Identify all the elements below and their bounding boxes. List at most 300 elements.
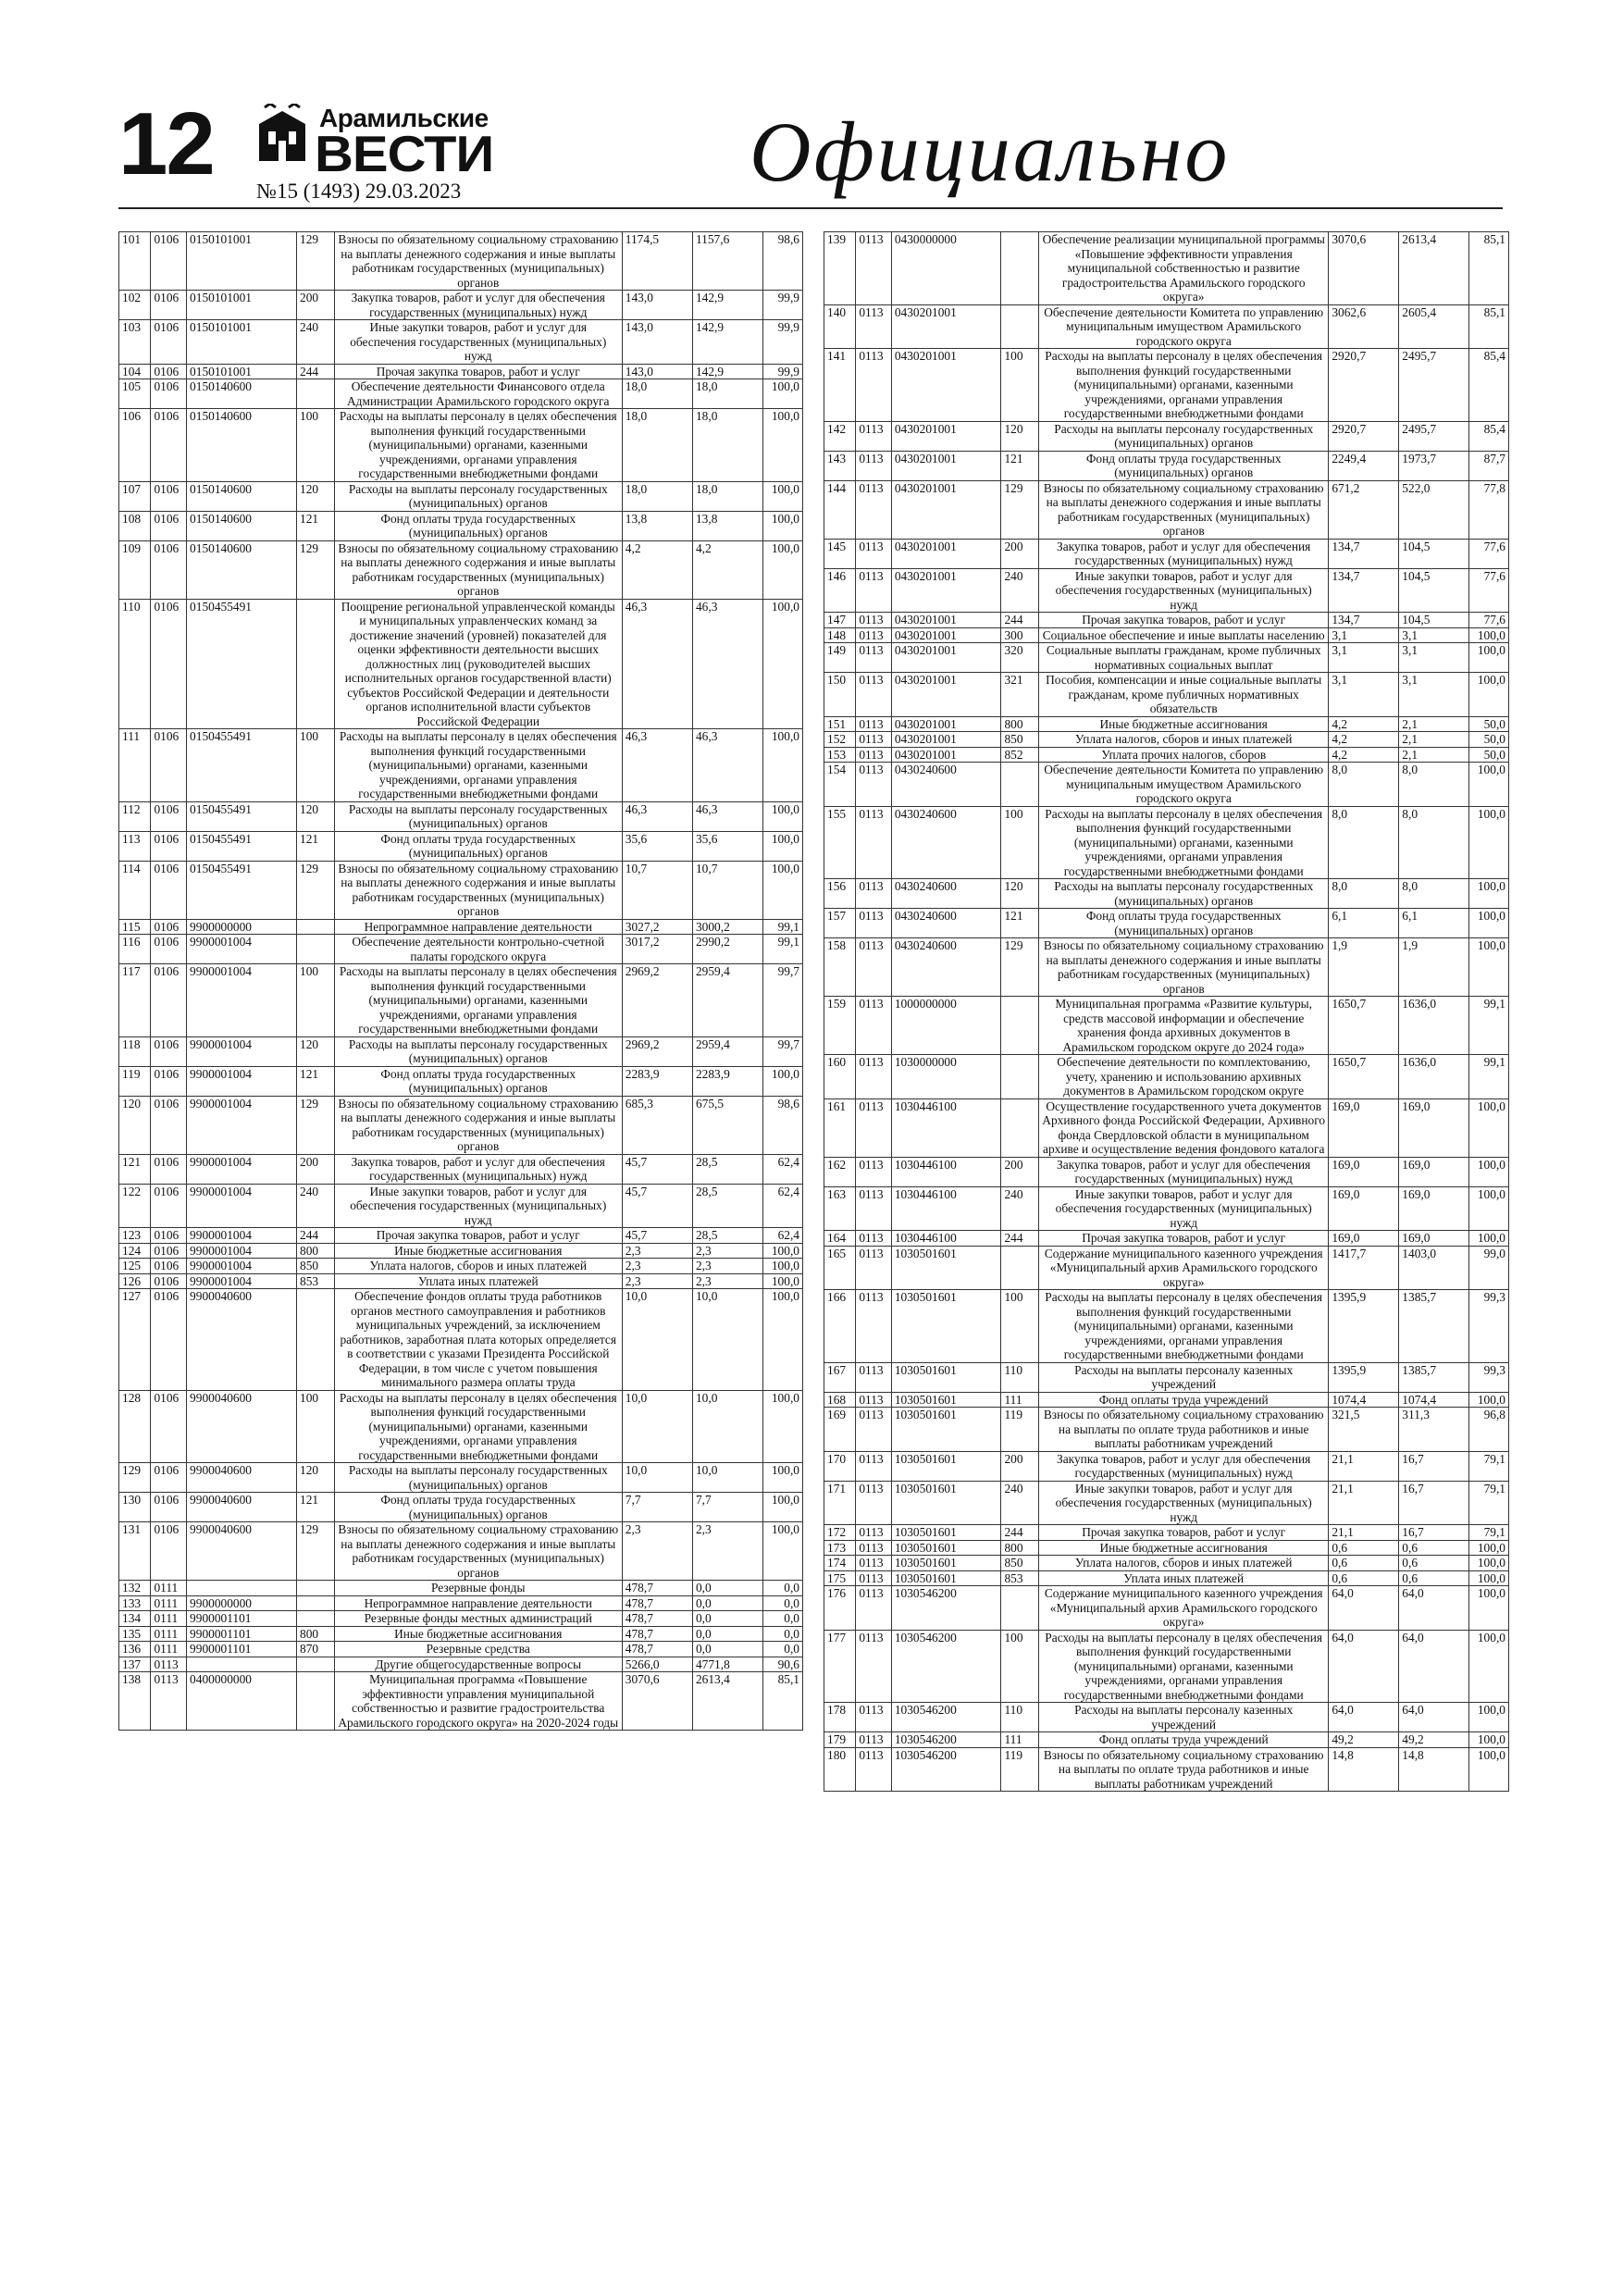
row-number: 163 bbox=[824, 1186, 856, 1231]
target-code: 1030501601 bbox=[891, 1246, 1001, 1290]
table-row bbox=[119, 1626, 803, 1642]
item-name: Расходы на выплаты персоналу в целях обеспечения выполнения функций государственными (муниципальными) органами, казенными учреждениями, органами управления государственными внебюджетными фондами bbox=[334, 964, 622, 1037]
budget-table-right-column bbox=[824, 231, 1509, 1792]
plan-value: 0,6 bbox=[1329, 1570, 1399, 1586]
execution-percent: 100,0 bbox=[763, 599, 803, 729]
target-code: 0150140600 bbox=[187, 540, 297, 599]
target-code: 0430201001 bbox=[891, 732, 1001, 748]
expense-type: 100 bbox=[1001, 1290, 1039, 1363]
execution-percent: 100,0 bbox=[763, 831, 803, 861]
fact-value: 10,0 bbox=[692, 1390, 762, 1463]
plan-value: 2,3 bbox=[622, 1522, 692, 1581]
item-name: Поощрение региональной управленческой команды и муниципальных управленческих команд за достижение значений (уровней) показателей для оценки эффективности деятельности высших должностных лиц (руководителей высших исполнительных органов государственной власти) субъектов Российской Федерации и деятельности органов исполнительной власти субъектов Российской Федерации bbox=[334, 599, 622, 729]
item-name: Обеспечение реализации муниципальной программы «Повышение эффективности управления муниципальной собственностью и развитие градостроительства Арамильского городского округа» bbox=[1039, 232, 1329, 305]
plan-value: 21,1 bbox=[1329, 1525, 1399, 1541]
expense-type bbox=[297, 1581, 335, 1596]
table-row bbox=[824, 716, 1509, 732]
fact-value: 1403,0 bbox=[1399, 1246, 1469, 1290]
row-number: 120 bbox=[119, 1096, 151, 1154]
plan-value: 10,0 bbox=[622, 1463, 692, 1493]
execution-percent: 100,0 bbox=[763, 1463, 803, 1493]
table-row bbox=[824, 643, 1509, 673]
table-row bbox=[119, 1672, 803, 1731]
item-name: Взносы по обязательному социальному страхованию на выплаты денежного содержания и иные выплаты работникам государственных (муниципальных) органов bbox=[334, 540, 622, 599]
target-code: 1030446100 bbox=[891, 1157, 1001, 1186]
fact-value: 522,0 bbox=[1399, 480, 1469, 539]
table-row bbox=[119, 1657, 803, 1672]
table-row bbox=[824, 349, 1509, 422]
fact-value: 0,6 bbox=[1399, 1540, 1469, 1556]
item-name: Резервные средства bbox=[334, 1642, 622, 1657]
table-row bbox=[824, 613, 1509, 628]
expense-type bbox=[297, 1595, 335, 1611]
item-name: Расходы на выплаты персоналу в целях обеспечения выполнения функций государственными (муниципальными) органами, казенными учреждениями, органами управления государственными внебюджетными фондами bbox=[334, 409, 622, 482]
item-name: Содержание муниципального казенного учреждения «Муниципальный архив Арамильского городского округа» bbox=[1039, 1586, 1329, 1631]
plan-value: 478,7 bbox=[622, 1595, 692, 1611]
table-row bbox=[119, 232, 803, 291]
section-code: 0113 bbox=[856, 1362, 892, 1392]
fact-value: 104,5 bbox=[1399, 568, 1469, 613]
expense-type: 800 bbox=[297, 1243, 335, 1259]
plan-value: 134,7 bbox=[1329, 568, 1399, 613]
execution-percent: 100,0 bbox=[1469, 1586, 1509, 1631]
table-row bbox=[119, 364, 803, 379]
execution-percent: 0,0 bbox=[763, 1595, 803, 1611]
expense-type: 121 bbox=[1001, 909, 1039, 938]
fact-value: 8,0 bbox=[1399, 806, 1469, 879]
item-name: Прочая закупка товаров, работ и услуг bbox=[1039, 613, 1329, 628]
expense-type: 800 bbox=[297, 1626, 335, 1642]
target-code: 1030546200 bbox=[891, 1586, 1001, 1631]
execution-percent: 100,0 bbox=[763, 1259, 803, 1274]
execution-percent: 99,7 bbox=[763, 964, 803, 1037]
section-code: 0113 bbox=[856, 1586, 892, 1631]
fact-value: 3,1 bbox=[1399, 643, 1469, 673]
section-code: 0106 bbox=[151, 919, 187, 935]
plan-value: 2969,2 bbox=[622, 964, 692, 1037]
logo-subtitle: Арамильские bbox=[319, 104, 489, 132]
plan-value: 46,3 bbox=[622, 801, 692, 831]
target-code: 0430240600 bbox=[891, 806, 1001, 879]
target-code: 1030546200 bbox=[891, 1703, 1001, 1732]
section-code: 0113 bbox=[856, 1451, 892, 1481]
target-code: 1030501601 bbox=[891, 1540, 1001, 1556]
execution-percent: 85,4 bbox=[1469, 349, 1509, 422]
row-number: 121 bbox=[119, 1154, 151, 1184]
item-name: Фонд оплаты труда государственных (муниципальных) органов bbox=[1039, 909, 1329, 938]
expense-type: 121 bbox=[1001, 451, 1039, 480]
target-code: 9900040600 bbox=[187, 1390, 297, 1463]
item-name: Муниципальная программа «Повышение эффективности управления муниципальной собственностью и развитие градостроительства Арамильского городского округа» на 2020-2024 годы bbox=[334, 1672, 622, 1731]
plan-value: 45,7 bbox=[622, 1184, 692, 1228]
execution-percent: 100,0 bbox=[1469, 1732, 1509, 1748]
item-name: Прочая закупка товаров, работ и услуг bbox=[1039, 1525, 1329, 1541]
plan-value: 0,6 bbox=[1329, 1540, 1399, 1556]
table-row bbox=[119, 1036, 803, 1066]
table-row bbox=[824, 568, 1509, 613]
execution-percent: 77,8 bbox=[1469, 480, 1509, 539]
target-code: 0150140600 bbox=[187, 409, 297, 482]
execution-percent: 99,1 bbox=[1469, 997, 1509, 1055]
table-row bbox=[119, 1463, 803, 1493]
execution-percent: 100,0 bbox=[763, 1522, 803, 1581]
target-code: 9900040600 bbox=[187, 1289, 297, 1391]
target-code: 9900040600 bbox=[187, 1493, 297, 1522]
fact-value: 4771,8 bbox=[692, 1657, 762, 1672]
section-code: 0113 bbox=[856, 627, 892, 643]
expense-type: 200 bbox=[1001, 539, 1039, 568]
execution-percent: 50,0 bbox=[1469, 747, 1509, 763]
expense-type: 200 bbox=[1001, 1451, 1039, 1481]
table-row bbox=[119, 1493, 803, 1522]
table-row bbox=[119, 1273, 803, 1289]
item-name: Расходы на выплаты персоналу в целях обеспечения выполнения функций государственными (муниципальными) органами, казенными учреждениями, органами управления государственными внебюджетными фондами bbox=[1039, 1630, 1329, 1703]
item-name: Расходы на выплаты персоналу в целях обеспечения выполнения функций государственными (муниципальными) органами, казенными учреждениями, органами управления государственными внебюджетными фондами bbox=[334, 1390, 622, 1463]
item-name: Закупка товаров, работ и услуг для обеспечения государственных (муниципальных) нужд bbox=[1039, 1157, 1329, 1186]
plan-value: 8,0 bbox=[1329, 879, 1399, 909]
fact-value: 1385,7 bbox=[1399, 1290, 1469, 1363]
execution-percent: 50,0 bbox=[1469, 716, 1509, 732]
expense-type bbox=[297, 1611, 335, 1627]
item-name: Иные бюджетные ассигнования bbox=[334, 1243, 622, 1259]
section-code: 0113 bbox=[856, 747, 892, 763]
row-number: 123 bbox=[119, 1228, 151, 1244]
row-number: 176 bbox=[824, 1586, 856, 1631]
expense-type: 240 bbox=[1001, 1481, 1039, 1525]
plan-value: 45,7 bbox=[622, 1154, 692, 1184]
execution-percent: 100,0 bbox=[1469, 1098, 1509, 1157]
fact-value: 142,9 bbox=[692, 291, 762, 320]
row-number: 157 bbox=[824, 909, 856, 938]
expense-type: 200 bbox=[1001, 1157, 1039, 1186]
fact-value: 2495,7 bbox=[1399, 421, 1469, 451]
fact-value: 2,3 bbox=[692, 1522, 762, 1581]
target-code: 1030501601 bbox=[891, 1408, 1001, 1452]
section-code: 0113 bbox=[856, 1055, 892, 1099]
plan-value: 321,5 bbox=[1329, 1408, 1399, 1452]
fact-value: 169,0 bbox=[1399, 1186, 1469, 1231]
fact-value: 2613,4 bbox=[692, 1672, 762, 1731]
item-name: Непрограммное направление деятельности bbox=[334, 919, 622, 935]
item-name: Фонд оплаты труда государственных (муниципальных) органов bbox=[334, 511, 622, 540]
section-code: 0113 bbox=[151, 1672, 187, 1731]
execution-percent: 99,3 bbox=[1469, 1290, 1509, 1363]
section-code: 0113 bbox=[856, 732, 892, 748]
expense-type: 870 bbox=[297, 1642, 335, 1657]
item-name: Непрограммное направление деятельности bbox=[334, 1595, 622, 1611]
table-row bbox=[119, 511, 803, 540]
item-name: Расходы на выплаты персоналу государственных (муниципальных) органов bbox=[334, 1463, 622, 1493]
table-row bbox=[119, 1611, 803, 1627]
row-number: 101 bbox=[119, 232, 151, 291]
fact-value: 10,7 bbox=[692, 861, 762, 919]
table-row bbox=[824, 1290, 1509, 1363]
section-code: 0113 bbox=[856, 1290, 892, 1363]
fact-value: 46,3 bbox=[692, 801, 762, 831]
section-code: 0113 bbox=[856, 1747, 892, 1792]
execution-percent: 100,0 bbox=[1469, 806, 1509, 879]
expense-type bbox=[297, 379, 335, 409]
table-row bbox=[824, 747, 1509, 763]
table-row bbox=[824, 673, 1509, 717]
row-number: 104 bbox=[119, 364, 151, 379]
row-number: 131 bbox=[119, 1522, 151, 1581]
section-code: 0113 bbox=[856, 763, 892, 807]
item-name: Иные закупки товаров, работ и услуг для обеспечения государственных (муниципальных) нужд bbox=[334, 320, 622, 365]
target-code: 9900001004 bbox=[187, 1096, 297, 1154]
plan-value: 685,3 bbox=[622, 1096, 692, 1154]
target-code: 9900001004 bbox=[187, 1154, 297, 1184]
target-code: 0150101001 bbox=[187, 232, 297, 291]
plan-value: 478,7 bbox=[622, 1581, 692, 1596]
target-code: 1030501601 bbox=[891, 1392, 1001, 1408]
expense-type: 120 bbox=[297, 1036, 335, 1066]
row-number: 107 bbox=[119, 481, 151, 511]
section-code: 0106 bbox=[151, 409, 187, 482]
plan-value: 2283,9 bbox=[622, 1066, 692, 1096]
section-code: 0111 bbox=[151, 1611, 187, 1627]
item-name: Взносы по обязательному социальному страхованию на выплаты денежного содержания и иные выплаты работникам государственных (муниципальных) органов bbox=[334, 861, 622, 919]
expense-type: 129 bbox=[297, 232, 335, 291]
item-name: Фонд оплаты труда государственных (муниципальных) органов bbox=[334, 1493, 622, 1522]
fact-value: 2,1 bbox=[1399, 716, 1469, 732]
table-row bbox=[824, 480, 1509, 539]
fact-value: 0,0 bbox=[692, 1626, 762, 1642]
expense-type: 321 bbox=[1001, 673, 1039, 717]
row-number: 135 bbox=[119, 1626, 151, 1642]
section-code: 0106 bbox=[151, 1154, 187, 1184]
table-row bbox=[824, 1186, 1509, 1231]
execution-percent: 99,9 bbox=[763, 320, 803, 365]
table-row bbox=[119, 919, 803, 935]
execution-percent: 100,0 bbox=[1469, 1157, 1509, 1186]
expense-type: 129 bbox=[1001, 480, 1039, 539]
row-number: 127 bbox=[119, 1289, 151, 1391]
fact-value: 2613,4 bbox=[1399, 232, 1469, 305]
table-row bbox=[119, 861, 803, 919]
target-code: 0150140600 bbox=[187, 481, 297, 511]
fact-value: 3,1 bbox=[1399, 627, 1469, 643]
plan-value: 21,1 bbox=[1329, 1451, 1399, 1481]
row-number: 168 bbox=[824, 1392, 856, 1408]
section-code: 0111 bbox=[151, 1626, 187, 1642]
expense-type: 320 bbox=[1001, 643, 1039, 673]
row-number: 162 bbox=[824, 1157, 856, 1186]
row-number: 150 bbox=[824, 673, 856, 717]
fact-value: 6,1 bbox=[1399, 909, 1469, 938]
fact-value: 0,6 bbox=[1399, 1570, 1469, 1586]
expense-type bbox=[1001, 1246, 1039, 1290]
row-number: 130 bbox=[119, 1493, 151, 1522]
execution-percent: 98,6 bbox=[763, 232, 803, 291]
row-number: 147 bbox=[824, 613, 856, 628]
fact-value: 2959,4 bbox=[692, 964, 762, 1037]
table-row bbox=[824, 451, 1509, 480]
item-name: Иные бюджетные ассигнования bbox=[1039, 1540, 1329, 1556]
fact-value: 18,0 bbox=[692, 481, 762, 511]
fact-value: 46,3 bbox=[692, 729, 762, 802]
table-row bbox=[119, 801, 803, 831]
section-code: 0113 bbox=[856, 1570, 892, 1586]
table-row bbox=[119, 540, 803, 599]
target-code: 9900040600 bbox=[187, 1522, 297, 1581]
fact-value: 10,0 bbox=[692, 1289, 762, 1391]
table-row bbox=[824, 732, 1509, 748]
execution-percent: 100,0 bbox=[1469, 673, 1509, 717]
expense-type: 240 bbox=[1001, 568, 1039, 613]
fact-value: 2,3 bbox=[692, 1259, 762, 1274]
row-number: 149 bbox=[824, 643, 856, 673]
row-number: 144 bbox=[824, 480, 856, 539]
target-code: 0430201001 bbox=[891, 304, 1001, 349]
issue-info: №15 (1493) 29.03.2023 bbox=[256, 180, 462, 203]
fact-value: 2283,9 bbox=[692, 1066, 762, 1096]
row-number: 152 bbox=[824, 732, 856, 748]
item-name: Расходы на выплаты персоналу в целях обеспечения выполнения функций государственными (муниципальными) органами, казенными учреждениями, органами управления государственными внебюджетными фондами bbox=[1039, 806, 1329, 879]
section-code: 0113 bbox=[856, 1556, 892, 1571]
row-number: 132 bbox=[119, 1581, 151, 1596]
plan-value: 3,1 bbox=[1329, 673, 1399, 717]
expense-type: 100 bbox=[297, 409, 335, 482]
fact-value: 0,0 bbox=[692, 1642, 762, 1657]
item-name: Другие общегосударственные вопросы bbox=[334, 1657, 622, 1672]
section-code: 0106 bbox=[151, 964, 187, 1037]
target-code: 0430201001 bbox=[891, 451, 1001, 480]
table-row bbox=[824, 1246, 1509, 1290]
fact-value: 49,2 bbox=[1399, 1732, 1469, 1748]
expense-type: 111 bbox=[1001, 1392, 1039, 1408]
row-number: 156 bbox=[824, 879, 856, 909]
item-name: Обеспечение деятельности Финансового отдела Администрации Арамильского городского округа bbox=[334, 379, 622, 409]
plan-value: 2,3 bbox=[622, 1259, 692, 1274]
plan-value: 478,7 bbox=[622, 1626, 692, 1642]
execution-percent: 100,0 bbox=[1469, 763, 1509, 807]
fact-value: 35,6 bbox=[692, 831, 762, 861]
plan-value: 3027,2 bbox=[622, 919, 692, 935]
target-code: 1030000000 bbox=[891, 1055, 1001, 1099]
expense-type: 244 bbox=[1001, 613, 1039, 628]
fact-value: 0,0 bbox=[692, 1581, 762, 1596]
fact-value: 1,9 bbox=[1399, 938, 1469, 997]
target-code: 9900001101 bbox=[187, 1642, 297, 1657]
row-number: 113 bbox=[119, 831, 151, 861]
plan-value: 3017,2 bbox=[622, 935, 692, 964]
item-name: Прочая закупка товаров, работ и услуг bbox=[334, 1228, 622, 1244]
section-code: 0106 bbox=[151, 320, 187, 365]
row-number: 139 bbox=[824, 232, 856, 305]
row-number: 134 bbox=[119, 1611, 151, 1627]
execution-percent: 100,0 bbox=[763, 1390, 803, 1463]
fact-value: 142,9 bbox=[692, 320, 762, 365]
target-code: 0430000000 bbox=[891, 232, 1001, 305]
plan-value: 35,6 bbox=[622, 831, 692, 861]
section-code: 0113 bbox=[856, 1408, 892, 1452]
item-name: Расходы на выплаты персоналу казенных учреждений bbox=[1039, 1362, 1329, 1392]
target-code: 1030446100 bbox=[891, 1231, 1001, 1247]
fact-value: 13,8 bbox=[692, 511, 762, 540]
fact-value: 104,5 bbox=[1399, 539, 1469, 568]
section-code: 0113 bbox=[856, 1392, 892, 1408]
fact-value: 28,5 bbox=[692, 1228, 762, 1244]
plan-value: 3070,6 bbox=[1329, 232, 1399, 305]
fact-value: 2,1 bbox=[1399, 747, 1469, 763]
fact-value: 169,0 bbox=[1399, 1231, 1469, 1247]
row-number: 110 bbox=[119, 599, 151, 729]
fact-value: 1973,7 bbox=[1399, 451, 1469, 480]
plan-value: 2920,7 bbox=[1329, 421, 1399, 451]
target-code: 0150140600 bbox=[187, 511, 297, 540]
item-name: Расходы на выплаты персоналу в целях обеспечения выполнения функций государственными (муниципальными) органами, казенными учреждениями, органами управления государственными внебюджетными фондами bbox=[1039, 349, 1329, 422]
fact-value: 142,9 bbox=[692, 364, 762, 379]
fact-value: 2,3 bbox=[692, 1243, 762, 1259]
plan-value: 1074,4 bbox=[1329, 1392, 1399, 1408]
execution-percent: 100,0 bbox=[1469, 1231, 1509, 1247]
execution-percent: 100,0 bbox=[763, 511, 803, 540]
plan-value: 1650,7 bbox=[1329, 997, 1399, 1055]
item-name: Закупка товаров, работ и услуг для обеспечения государственных (муниципальных) нужд bbox=[334, 291, 622, 320]
execution-percent: 0,0 bbox=[763, 1642, 803, 1657]
row-number: 146 bbox=[824, 568, 856, 613]
expense-type: 120 bbox=[297, 481, 335, 511]
execution-percent: 100,0 bbox=[1469, 1570, 1509, 1586]
section-code: 0106 bbox=[151, 291, 187, 320]
execution-percent: 100,0 bbox=[763, 729, 803, 802]
expense-type: 852 bbox=[1001, 747, 1039, 763]
fact-value: 28,5 bbox=[692, 1154, 762, 1184]
table-row bbox=[824, 909, 1509, 938]
target-code: 1030546200 bbox=[891, 1732, 1001, 1748]
item-name: Закупка товаров, работ и услуг для обеспечения государственных (муниципальных) нужд bbox=[334, 1154, 622, 1184]
row-number: 103 bbox=[119, 320, 151, 365]
section-code: 0106 bbox=[151, 1096, 187, 1154]
fact-value: 46,3 bbox=[692, 599, 762, 729]
expense-type bbox=[297, 935, 335, 964]
item-name: Расходы на выплаты персоналу в целях обеспечения выполнения функций государственными (муниципальными) органами, казенными учреждениями, органами управления государственными внебюджетными фондами bbox=[334, 729, 622, 802]
item-name: Прочая закупка товаров, работ и услуг bbox=[1039, 1231, 1329, 1247]
expense-type: 850 bbox=[1001, 1556, 1039, 1571]
fact-value: 64,0 bbox=[1399, 1586, 1469, 1631]
row-number: 116 bbox=[119, 935, 151, 964]
table-row bbox=[824, 1451, 1509, 1481]
expense-type: 120 bbox=[1001, 421, 1039, 451]
execution-percent: 99,1 bbox=[763, 935, 803, 964]
plan-value: 4,2 bbox=[622, 540, 692, 599]
target-code: 1030446100 bbox=[891, 1098, 1001, 1157]
target-code: 9900001004 bbox=[187, 1273, 297, 1289]
expense-type: 240 bbox=[1001, 1186, 1039, 1231]
row-number: 166 bbox=[824, 1290, 856, 1363]
row-number: 124 bbox=[119, 1243, 151, 1259]
plan-value: 18,0 bbox=[622, 379, 692, 409]
target-code: 1030501601 bbox=[891, 1481, 1001, 1525]
execution-percent: 99,0 bbox=[1469, 1246, 1509, 1290]
plan-value: 46,3 bbox=[622, 729, 692, 802]
plan-value: 8,0 bbox=[1329, 806, 1399, 879]
row-number: 178 bbox=[824, 1703, 856, 1732]
section-code: 0106 bbox=[151, 511, 187, 540]
plan-value: 10,0 bbox=[622, 1390, 692, 1463]
fact-value: 1385,7 bbox=[1399, 1362, 1469, 1392]
execution-percent: 90,6 bbox=[763, 1657, 803, 1672]
expense-type: 100 bbox=[1001, 1630, 1039, 1703]
row-number: 137 bbox=[119, 1657, 151, 1672]
section-code: 0113 bbox=[856, 451, 892, 480]
item-name: Муниципальная программа «Развитие культуры, средств массовой информации и обеспечение хранения фонда архивных документов в Арамильском городском округе до 2024 года» bbox=[1039, 997, 1329, 1055]
logo-title: ВЕСТИ bbox=[315, 125, 494, 183]
row-number: 164 bbox=[824, 1231, 856, 1247]
expense-type: 121 bbox=[297, 1493, 335, 1522]
section-code: 0106 bbox=[151, 364, 187, 379]
